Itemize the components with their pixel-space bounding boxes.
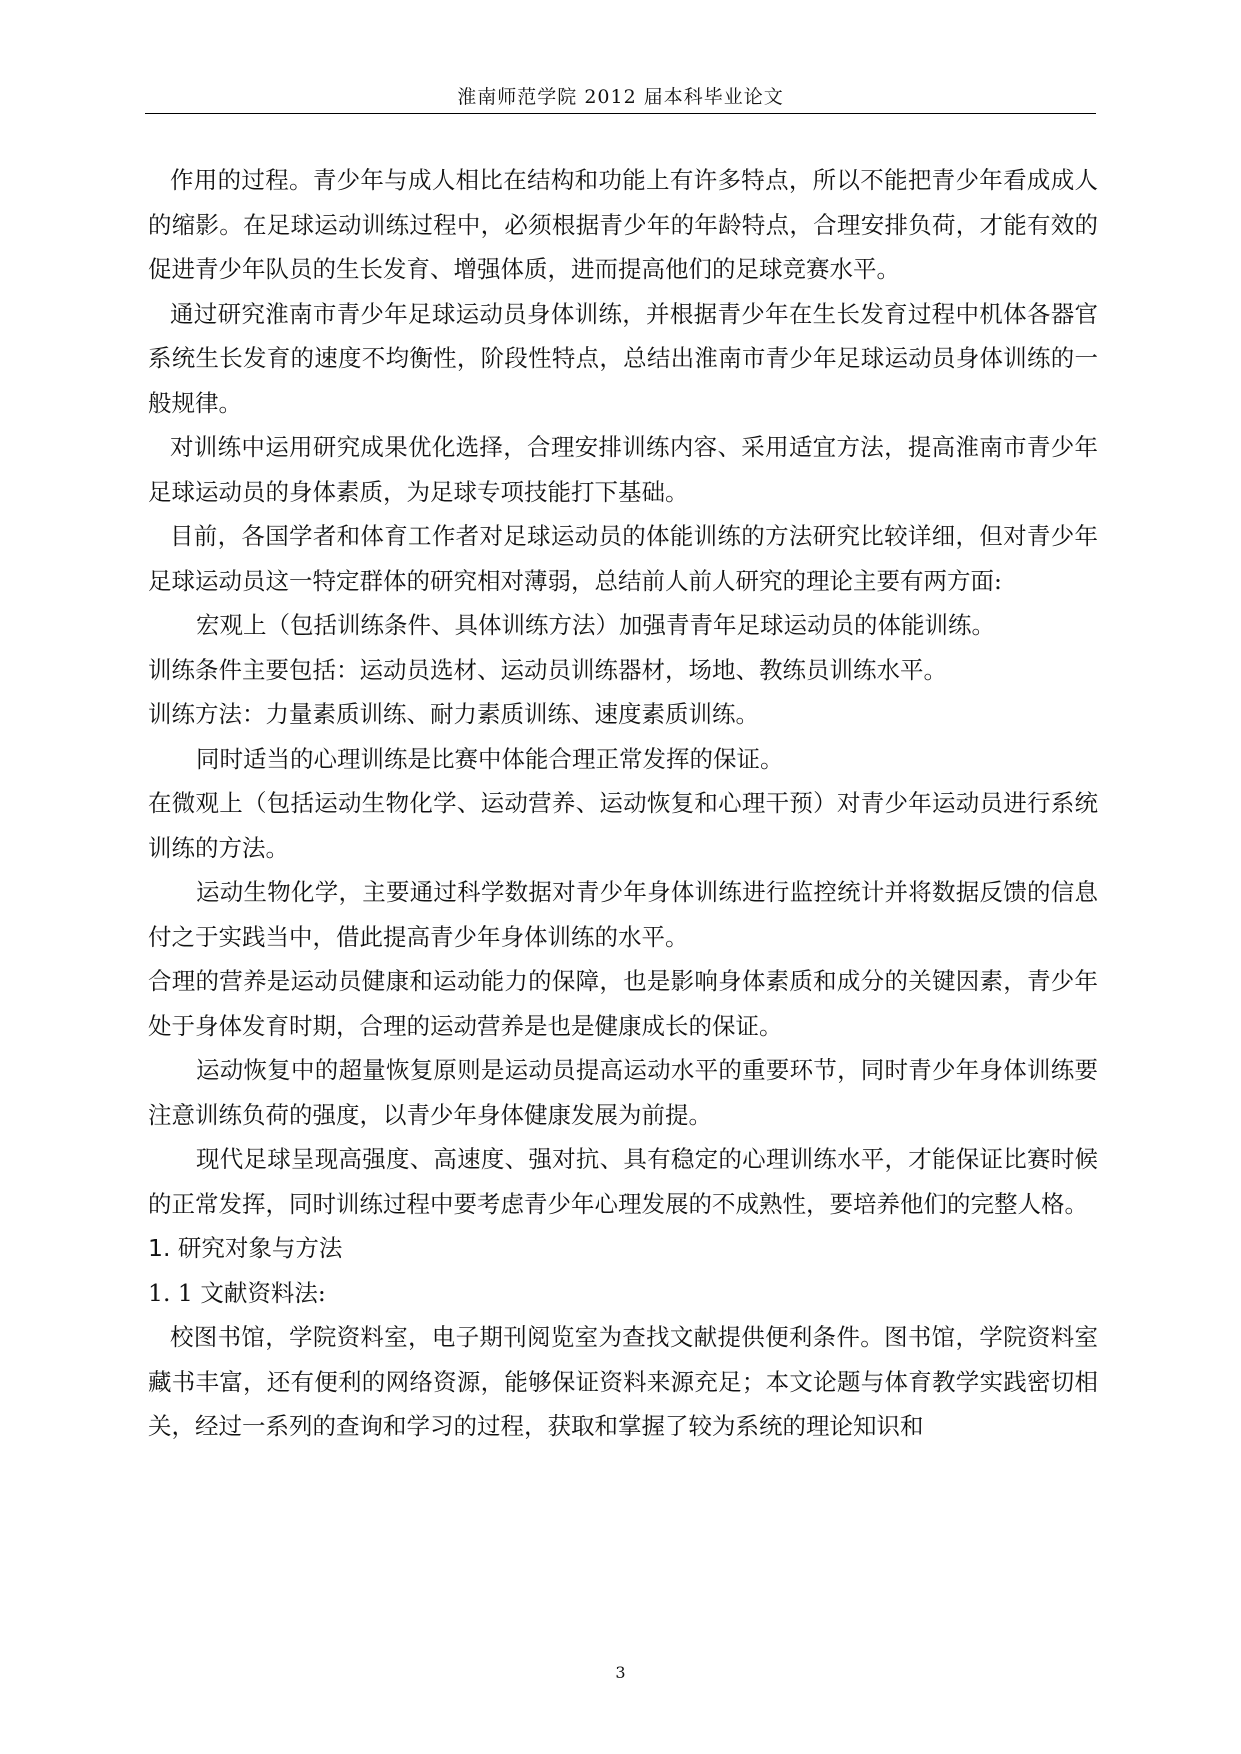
paragraph: 训练方法：力量素质训练、耐力素质训练、速度素质训练。 xyxy=(148,700,759,728)
page-body xyxy=(148,158,1098,1449)
paragraph: 宏观上（包括训练条件、具体训练方法）加强青青年足球运动员的体能训练。 xyxy=(196,611,995,639)
paragraph: 合理的营养是运动员健康和运动能力的保障，也是影响身体素质和成分的关键因素，青少年处于身体发育时期，合理的运动营养是也是健康成长的保证。 xyxy=(148,967,1098,1040)
paragraph: 运动恢复中的超量恢复原则是运动员提高运动水平的重要环节，同时青少年身体训练要注意训练负荷的强度，以青少年身体健康发展为前提。 xyxy=(148,1056,1098,1129)
paragraph: 通过研究淮南市青少年足球运动员身体训练，并根据青少年在生长发育过程中机体各器官系统生长发育的速度不均衡性，阶段性特点，总结出淮南市青少年足球运动员身体训练的一般规律。 xyxy=(148,299,1098,417)
header-rule xyxy=(145,113,1096,114)
paragraph: 对训练中运用研究成果优化选择，合理安排训练内容、采用适宜方法，提高淮南市青少年足球运动员的身体素质，为足球专项技能打下基础。 xyxy=(148,433,1098,506)
section-heading: 1. 研究对象与方法 xyxy=(148,1234,343,1262)
paragraph: 运动生物化学，主要通过科学数据对青少年身体训练进行监控统计并将数据反馈的信息付之于实践当中，借此提高青少年身体训练的水平。 xyxy=(148,878,1098,951)
paragraph: 现代足球呈现高强度、高速度、强对抗、具有稳定的心理训练水平，才能保证比赛时候的正常发挥，同时训练过程中要考虑青少年心理发展的不成熟性，要培养他们的完整人格。 xyxy=(148,1145,1098,1218)
running-header: 淮南师范学院 2012 届本科毕业论文 xyxy=(457,86,784,108)
paragraph: 同时适当的心理训练是比赛中体能合理正常发挥的保证。 xyxy=(196,744,784,773)
paragraph: 校图书馆，学院资料室，电子期刊阅览室为查找文献提供便利条件。图书馆，学院资料室藏书丰富，还有便利的网络资源，能够保证资料来源充足；本文论题与体育教学实践密切相关，经过一系列的查询和学习的过程，获取和掌握了较为系统的理论知识和 xyxy=(148,1323,1098,1440)
page-number: 3 xyxy=(615,1663,626,1682)
paragraph: 在微观上（包括运动生物化学、运动营养、运动恢复和心理干预）对青少年运动员进行系统训练的方法。 xyxy=(148,789,1098,862)
paragraph: 作用的过程。青少年与成人相比在结构和功能上有许多特点，所以不能把青少年看成成人的缩影。在足球运动训练过程中，必须根据青少年的年龄特点，合理安排负荷，才能有效的促进青少年队员的生长发育、增强体质，进而提高他们的足球竞赛水平。 xyxy=(148,166,1098,283)
paragraph: 训练条件主要包括：运动员选材、运动员训练器材，场地、教练员训练水平。 xyxy=(148,655,947,684)
paragraph: 目前，各国学者和体育工作者对足球运动员的体能训练的方法研究比较详细，但对青少年足球运动员这一特定群体的研究相对薄弱，总结前人前人研究的理论主要有两方面: xyxy=(148,522,1098,595)
subsection-heading: 1. 1 文献资料法: xyxy=(148,1278,326,1307)
